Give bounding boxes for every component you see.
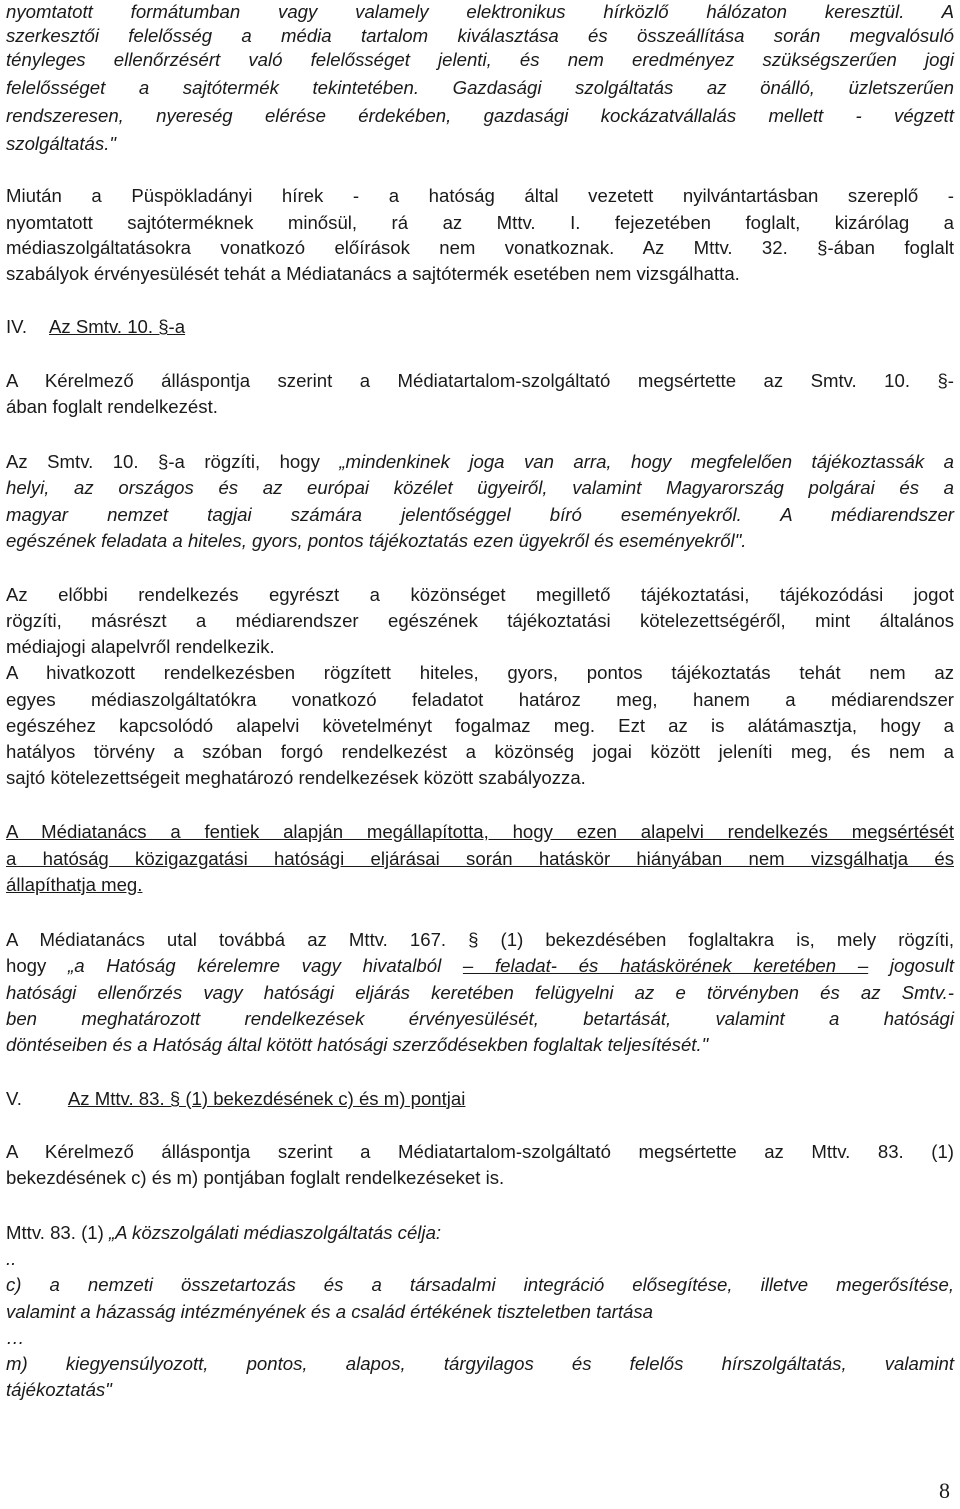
paragraph-4-line: magyar nemzet tagjai számára jelentőséggel bíró eseményekről. A médiarendszer (6, 504, 954, 525)
paragraph-9-lead: Mttv. 83. (1) (6, 1222, 109, 1243)
paragraph-5-line: egészéhez kapcsolódó alapelvi követelményt fogalmaz meg. Ezt az is alátámasztja, hogy a (6, 715, 954, 736)
section-heading-v (6, 1087, 954, 1111)
paragraph-2-line: médiaszolgáltatásokra vonatkozó előírások nem vonatkoznak. Az Mttv. 32. §-ában foglalt (6, 237, 954, 258)
paragraph-6-line: A Médiatanács a fentiek alapján megállapította, hogy ezen alapelvi rendelkezés megsértését (6, 821, 954, 842)
paragraph-3-line: ában foglalt rendelkezést. (6, 396, 218, 417)
paragraph-7-line (6, 954, 954, 978)
paragraph-7-line: A Médiatanács utal továbbá az Mttv. 167. § (1) bekezdésében foglaltakra is, mely rögzíti, (6, 929, 954, 950)
paragraph-9-line (6, 1221, 954, 1245)
page-number: 8 (939, 1478, 950, 1503)
paragraph-9-line: .. (6, 1248, 17, 1269)
paragraph-2-line: nyomtatott sajtóterméknek minősül, rá az Mttv. I. fejezetében foglalt, kizárólag a (6, 212, 954, 233)
paragraph-1-line: szolgáltatás." (6, 133, 116, 154)
paragraph-8-line: A Kérelmező álláspontja szerint a Médiatartalom-szolgáltató megsértette az Mttv. 83. (1) (6, 1141, 954, 1162)
paragraph-5-line: Az előbbi rendelkezés egyrészt a közönséget megillető tájékoztatási, tájékozódási jogot (6, 584, 954, 605)
paragraph-7-line: hatósági ellenőrzés vagy hatósági eljárás keretében felügyelni az e törvényben és az Smtv.- (6, 982, 954, 1003)
paragraph-1-line: nyomtatott formátumban vagy valamely elektronikus hírközlő hálózaton keresztül. A (6, 1, 954, 22)
paragraph-7-lead: hogy (6, 955, 69, 976)
paragraph-9-line: … (6, 1327, 25, 1348)
paragraph-4-line: egészének feladata a hiteles, gyors, pontos tájékoztatás ezen ügyekről és eseményekről". (6, 530, 747, 551)
section-title: Az Smtv. 10. §-a (49, 316, 186, 337)
section-number: IV. (6, 316, 28, 337)
section-number: V. (6, 1088, 22, 1109)
paragraph-9-line: tájékoztatás" (6, 1379, 112, 1400)
paragraph-6-line: a hatóság közigazgatási hatósági eljárásai során hatáskör hiányában nem vizsgálhatja és (6, 848, 954, 869)
section-heading-iv (6, 315, 954, 339)
paragraph-3-line: A Kérelmező álláspontja szerint a Médiatartalom-szolgáltató megsértette az Smtv. 10. §- (6, 370, 954, 391)
paragraph-2-line: Miután a Püspökladányi hírek - a hatóság által vezetett nyilvántartásban szereplő - (6, 185, 954, 206)
paragraph-1-line: felelősséget a sajtótermék tekintetében. Gazdasági szolgáltatás az önálló, üzletszerűen (6, 77, 954, 98)
paragraph-5-line: rögzíti, másrészt a médiarendszer egészének tájékoztatási kötelezettségéről, mint általános (6, 610, 954, 631)
paragraph-9-line: c) a nemzeti összetartozás és a társadalmi integráció elősegítése, illetve megerősítése, (6, 1274, 954, 1295)
paragraph-7-line: döntéseiben és a Hatóság által kötött hatósági szerződésekben foglaltak teljesítését." (6, 1034, 709, 1055)
paragraph-2-line: szabályok érvényesülését tehát a Médiatanács a sajtótermék esetében nem vizsgálhatta. (6, 263, 740, 284)
paragraph-7-line: ben meghatározott rendelkezések érvényesülését, betartását, valamint a hatósági (6, 1008, 954, 1029)
paragraph-5-line: egyes médiaszolgáltatókra vonatkozó feladatot határoz meg, hanem a médiarendszer (6, 689, 954, 710)
paragraph-5-line: A hivatkozott rendelkezésben rögzített hiteles, gyors, pontos tájékoztatás tehát nem az (6, 662, 954, 683)
paragraph-1-line: szerkesztői felelősség a média tartalom kiválasztása és összeállítása során megvalósuló (6, 25, 954, 46)
paragraph-4-line (6, 450, 954, 474)
paragraph-9-line: m) kiegyensúlyozott, pontos, alapos, tárgyilagos és felelős hírszolgáltatás, valamint (6, 1353, 954, 1374)
paragraph-4-line: helyi, az országos és az európai közélet ügyeiről, valamint Magyarország polgárai és a (6, 477, 954, 498)
section-title: Az Mttv. 83. § (1) bekezdésének c) és m) pontjai (67, 1088, 466, 1109)
paragraph-1-line: rendszeresen, nyereség elérése érdekében, gazdasági kockázatvállalás mellett - végzett (6, 105, 954, 126)
paragraph-4-quote: „mindenkinek joga van arra, hogy megfelelően tájékoztassák a (339, 451, 954, 472)
paragraph-7-quote-underlined: – feladat- és hatáskörének keretében – (462, 955, 869, 976)
paragraph-8-line: bekezdésének c) és m) pontjában foglalt rendelkezéseket is. (6, 1167, 505, 1188)
paragraph-5-line: médiajogi alapelvről rendelkezik. (6, 636, 275, 657)
paragraph-7-quote: jogosult (868, 955, 954, 976)
paragraph-5-line: sajtó kötelezettségeit meghatározó rendelkezések között szabályozza. (6, 767, 586, 788)
paragraph-9-quote: „A közszolgálati médiaszolgáltatás célja: (108, 1222, 442, 1243)
paragraph-7-quote: „a Hatóság kérelemre vagy hivatalból (68, 955, 463, 976)
paragraph-9-line: valamint a házasság intézményének és a család értékének tiszteletben tartása (6, 1301, 654, 1322)
paragraph-5-line: hatályos törvény a szóban forgó rendelkezést a közönség jogai között jeleníti meg, és nem a (6, 741, 954, 762)
paragraph-1-line: tényleges ellenőrzésért való felelősséget jelenti, és nem eredményez szükségszerűen jogi (6, 49, 954, 70)
paragraph-6-line: állapíthatja meg. (6, 874, 143, 895)
paragraph-4-lead: Az Smtv. 10. §-a rögzíti, hogy (6, 451, 340, 472)
